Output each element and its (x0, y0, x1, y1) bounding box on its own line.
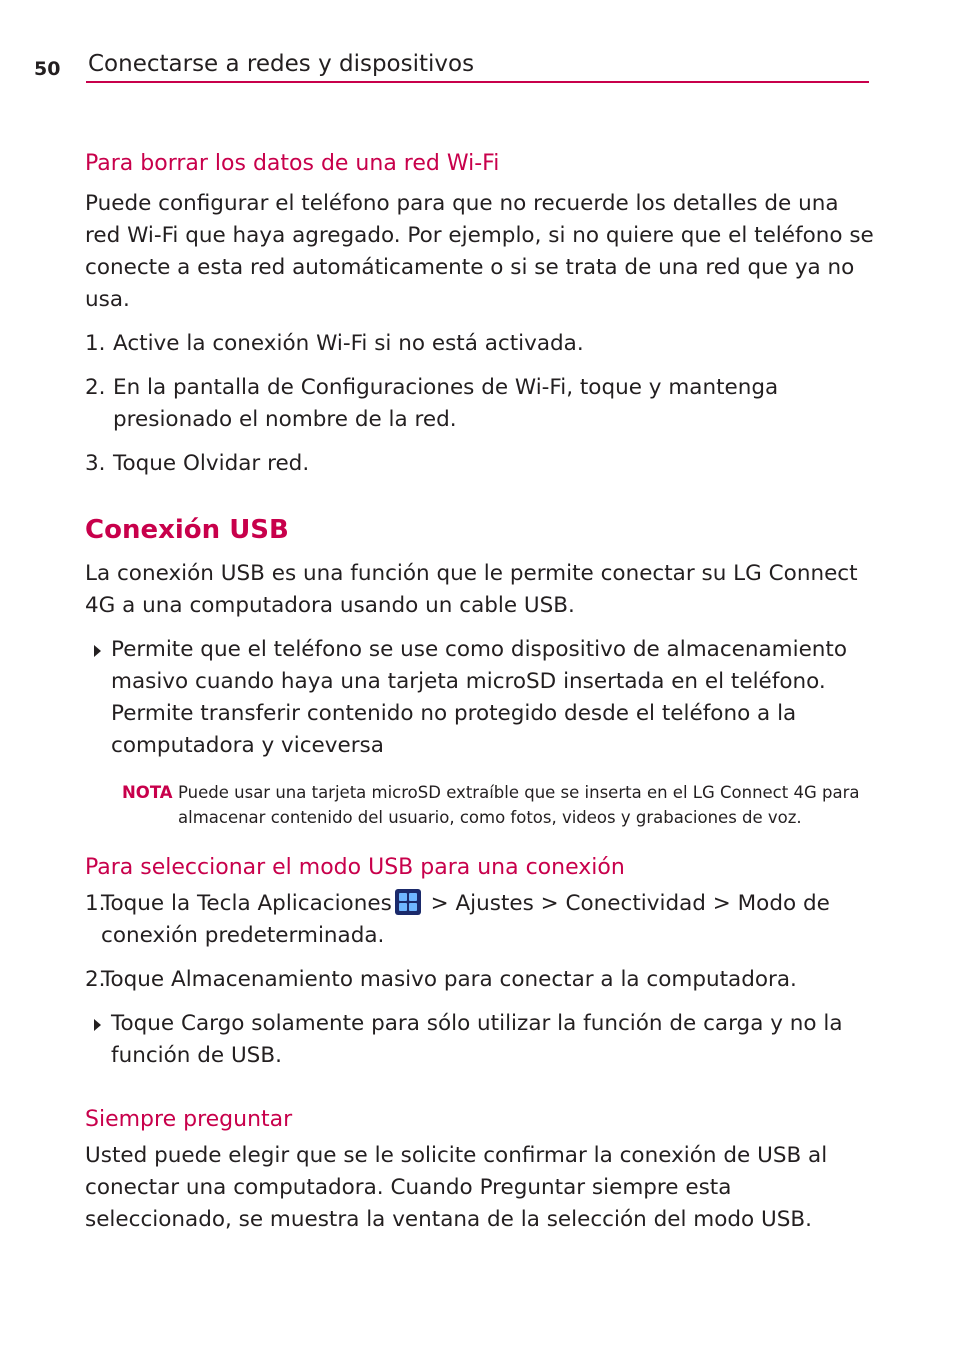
ask-body (85, 1140, 875, 1236)
list-item (85, 888, 875, 952)
text-run: > (533, 891, 566, 916)
bullet-triangle-icon (85, 1008, 111, 1072)
ui-term-cargo-solamente: Cargo solamente (180, 1011, 365, 1036)
text-run: . (302, 451, 310, 476)
list-item (85, 328, 875, 360)
text-run: > (423, 891, 456, 916)
note-box (122, 780, 875, 830)
list-text (101, 964, 797, 996)
apps-grid-icon (395, 889, 421, 915)
list-item (85, 448, 875, 480)
note-label: NOTA (122, 783, 173, 802)
text-run: Toque (113, 451, 183, 476)
text-run: esta seleccionado, se muestra la ventana de la selección del modo USB. (85, 1175, 812, 1232)
usb-intro: La conexión USB es una función que le permite conectar su LG Connect 4G a una computadora usando un cable USB. (85, 561, 858, 618)
list-number: 2. (85, 967, 106, 992)
usb-heading: Conexión USB (85, 515, 289, 545)
ui-term-preguntar-siempre: Preguntar siempre (479, 1175, 679, 1200)
text-run: Toque (101, 967, 171, 992)
list-number: 3. (85, 451, 106, 476)
note-text: Puede usar una tarjeta microSD extraíble que se inserta en el LG Connect 4G para almacenar contenido del usuario, como fotos, videos y grabaciones de voz. (178, 783, 860, 827)
text-run: . (377, 923, 385, 948)
ui-term-conectividad: Conectividad (565, 891, 706, 916)
text-run: Usted puede elegir que se le solicite confirmar la conexión de USB al conectar una computadora. Cuando (85, 1143, 828, 1200)
ui-term-modo-conexion: Modo de conexión predeterminada (101, 891, 830, 948)
text-run: > (705, 891, 738, 916)
list-text: En la pantalla de Configuraciones de Wi-Fi, toque y mantenga presionado el nombre de la red. (113, 375, 779, 432)
list-item (85, 372, 875, 436)
ui-term-olvidar-red: Olvidar red (182, 451, 303, 476)
list-number: 1. (85, 891, 106, 916)
bullet-triangle-icon (85, 634, 111, 762)
bullet-text (111, 1008, 875, 1072)
text-run: para conectar a la computadora. (437, 967, 797, 992)
list-text (101, 888, 875, 952)
text-run: Toque (111, 1011, 181, 1036)
ui-term-ajustes: Ajustes (455, 891, 534, 916)
text-run: para sólo utilizar la función de carga y no la función de USB. (111, 1011, 843, 1068)
usb-mode-heading: Para seleccionar el modo USB para una conexión (85, 855, 625, 880)
bullet-item (85, 1008, 875, 1072)
ui-term-tecla-aplicaciones: Tecla Aplicaciones (196, 891, 392, 916)
page-content (85, 148, 875, 1236)
header-divider (86, 81, 869, 83)
list-item (85, 964, 875, 996)
page-number: 50 (34, 58, 61, 80)
text-run: Toque la (101, 891, 197, 916)
list-number: 2. (85, 375, 106, 400)
list-number: 1. (85, 331, 106, 356)
chapter-title: Conectarse a redes y dispositivos (88, 51, 475, 77)
ui-term-almacenamiento-masivo: Almacenamiento masivo (170, 967, 437, 992)
wifi-clear-intro: Puede configurar el teléfono para que no recuerde los detalles de una red Wi-Fi que haya agregado. Por ejemplo, si no quiere que el teléfono se conecte a esta red automáticamente o si se trata de una red que ya no usa. (85, 191, 874, 312)
list-text: Active la conexión Wi-Fi si no está activada. (113, 331, 584, 356)
wifi-clear-heading: Para borrar los datos de una red Wi-Fi (85, 151, 500, 176)
bullet-text: Permite que el teléfono se use como dispositivo de almacenamiento masivo cuando haya una tarjeta microSD insertada en el teléfono. Permite transferir contenido no protegido desde el teléfono a la computadora y viceversa (111, 637, 848, 758)
list-text (113, 448, 309, 480)
ask-heading: Siempre preguntar (85, 1107, 293, 1132)
bullet-item (85, 634, 875, 762)
